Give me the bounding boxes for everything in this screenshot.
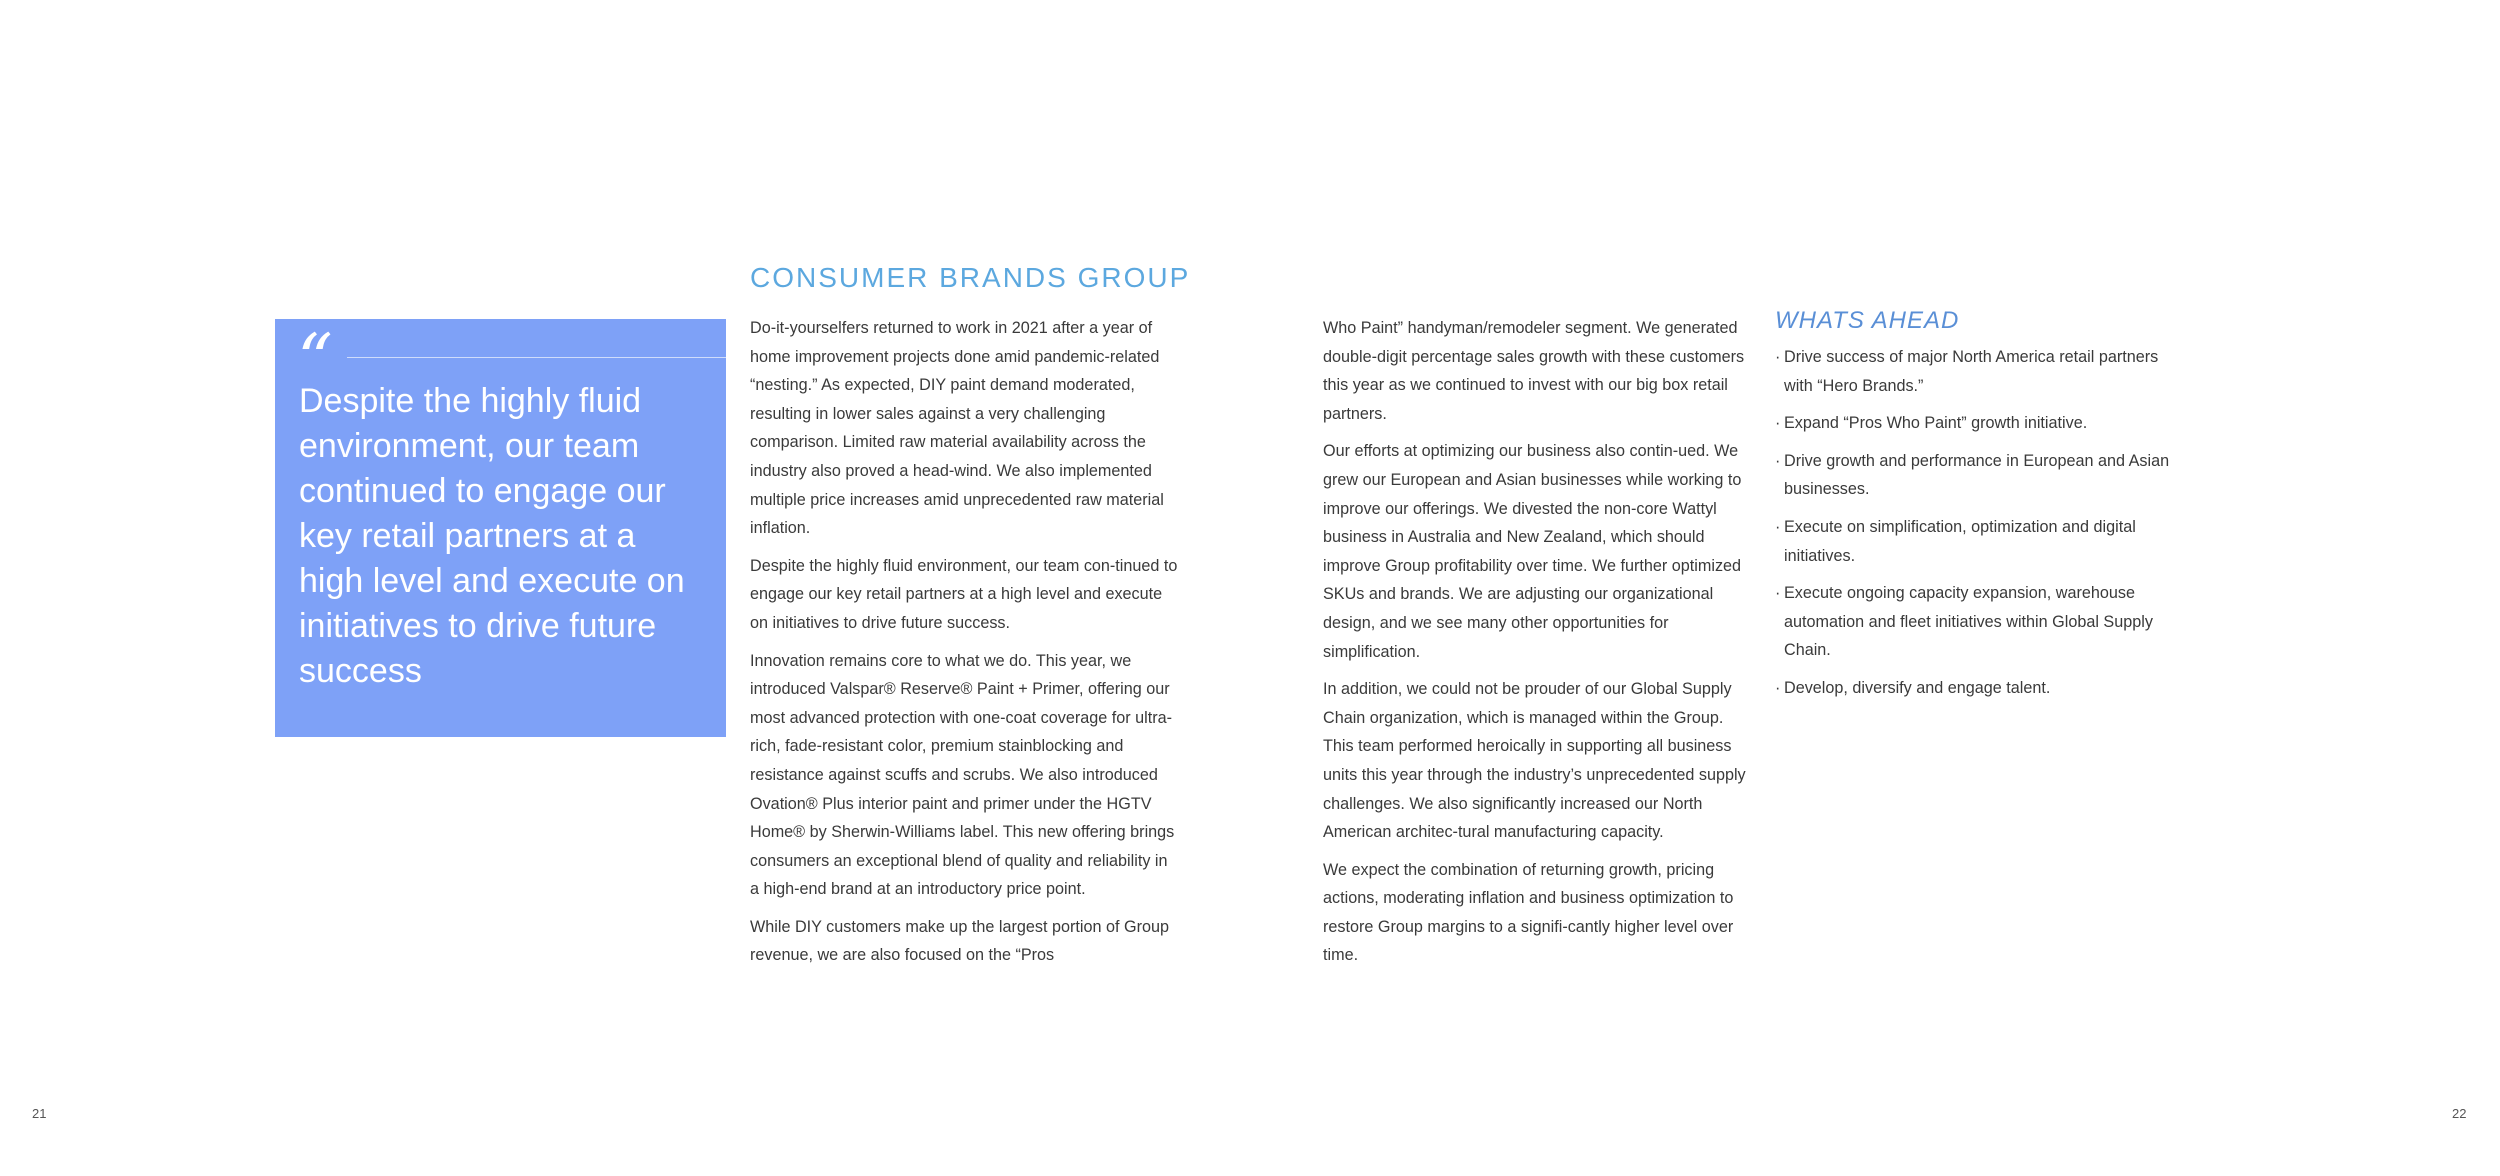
list-item [1775, 447, 2175, 504]
pull-quote-text: Despite the highly fluid environment, our team continued to engage our key retail partners at a high level and execute on initiatives to drive future success [299, 382, 685, 690]
paragraph: Do-it-yourselfers returned to work in 2021 after a year of home improvement projects done amid pandemic-related “nesting.” As expected, DIY paint demand moderated, resulting in lower sales against a very challenging comparison. Limited raw material availability across the industry also proved a head-wind. We also implemented multiple price increases amid unprecedented raw material inflation. [750, 319, 1164, 538]
paragraph: Our efforts at optimizing our business also contin-ued. We grew our European and Asian businesses while working to improve our offerings. We divested the non-core Wattyl business in Australia and New Zealand, which should improve Group profitability over time. We further optimized SKUs and brands. We are adjusting our organizational design, and we see many other opportunities for simplification. [1323, 442, 1742, 661]
paragraph: We expect the combination of returning growth, pricing actions, moderating inflation and business optimization to restore Group margins to a signifi-cantly higher level over time. [1323, 860, 1734, 965]
list-item [1775, 579, 2175, 665]
whats-ahead-title: WHATS AHEAD [1775, 307, 1960, 334]
list-item-text: Execute on simplification, optimization and digital initiatives. [1784, 517, 2136, 565]
list-item-text: Expand “Pros Who Paint” growth initiative. [1784, 414, 2088, 433]
bullet-icon: · [1775, 348, 1781, 366]
bullet-icon: · [1775, 414, 1781, 433]
paragraph: Who Paint” handyman/remodeler segment. We generated double-digit percentage sales growth with these customers this year as we continued to invest with our big box retail partners. [1323, 319, 1745, 423]
quote-mark-icon: “ [297, 319, 333, 401]
whats-ahead-list [1775, 343, 2175, 703]
paragraph: Despite the highly fluid environment, our team con-tinued to engage our key retail partners at a high level and execute on initiatives to drive future success. [750, 556, 1178, 632]
whats-ahead-section [1775, 305, 2175, 712]
list-item-text: Develop, diversify and engage talent. [1784, 678, 2051, 697]
pull-quote-box [275, 319, 726, 737]
bullet-icon: · [1775, 678, 1781, 697]
paragraph: Innovation remains core to what we do. This year, we introduced Valspar® Reserve® Paint + Primer, offering our most advanced protection with one-coat coverage for ultra-rich, fade-resistant color, premium stainblocking and resistance against scuffs and scrubs. We also introduced Ovation® Plus interior paint and primer under the HGTV Home® by Sherwin-Williams label. This new offering brings consumers an exceptional blend of quality and reliability in a high-end brand at an introductory price point. [750, 651, 1175, 899]
body-column-2 [1323, 314, 1753, 979]
page-number-left: 21 [32, 1106, 47, 1121]
list-item [1775, 409, 2175, 438]
quote-divider [347, 357, 726, 358]
bullet-icon: · [1775, 451, 1781, 470]
page-number-right: 22 [2452, 1106, 2467, 1121]
bullet-icon: · [1775, 584, 1781, 603]
section-title: CONSUMER BRANDS GROUP [750, 262, 1191, 293]
bullet-icon: · [1775, 517, 1781, 536]
body-column-1 [750, 314, 1180, 979]
list-item [1775, 513, 2175, 570]
list-item [1775, 674, 2175, 703]
list-item-text: Drive success of major North America retail partners with “Hero Brands.” [1784, 348, 2159, 395]
list-item-text: Drive growth and performance in European and Asian businesses. [1784, 451, 2170, 499]
paragraph: In addition, we could not be prouder of our Global Supply Chain organization, which is managed within the Group. This team performed heroically in supporting all business units this year through the industry’s unprecedented supply challenges. We also significantly increased our North American architec-tural manufacturing capacity. [1323, 680, 1746, 842]
list-item-text: Execute ongoing capacity expansion, warehouse automation and fleet initiatives within Global Supply Chain. [1784, 584, 2153, 660]
paragraph: While DIY customers make up the largest portion of Group revenue, we are also focused on the “Pros [750, 917, 1169, 965]
list-item [1775, 343, 2175, 400]
